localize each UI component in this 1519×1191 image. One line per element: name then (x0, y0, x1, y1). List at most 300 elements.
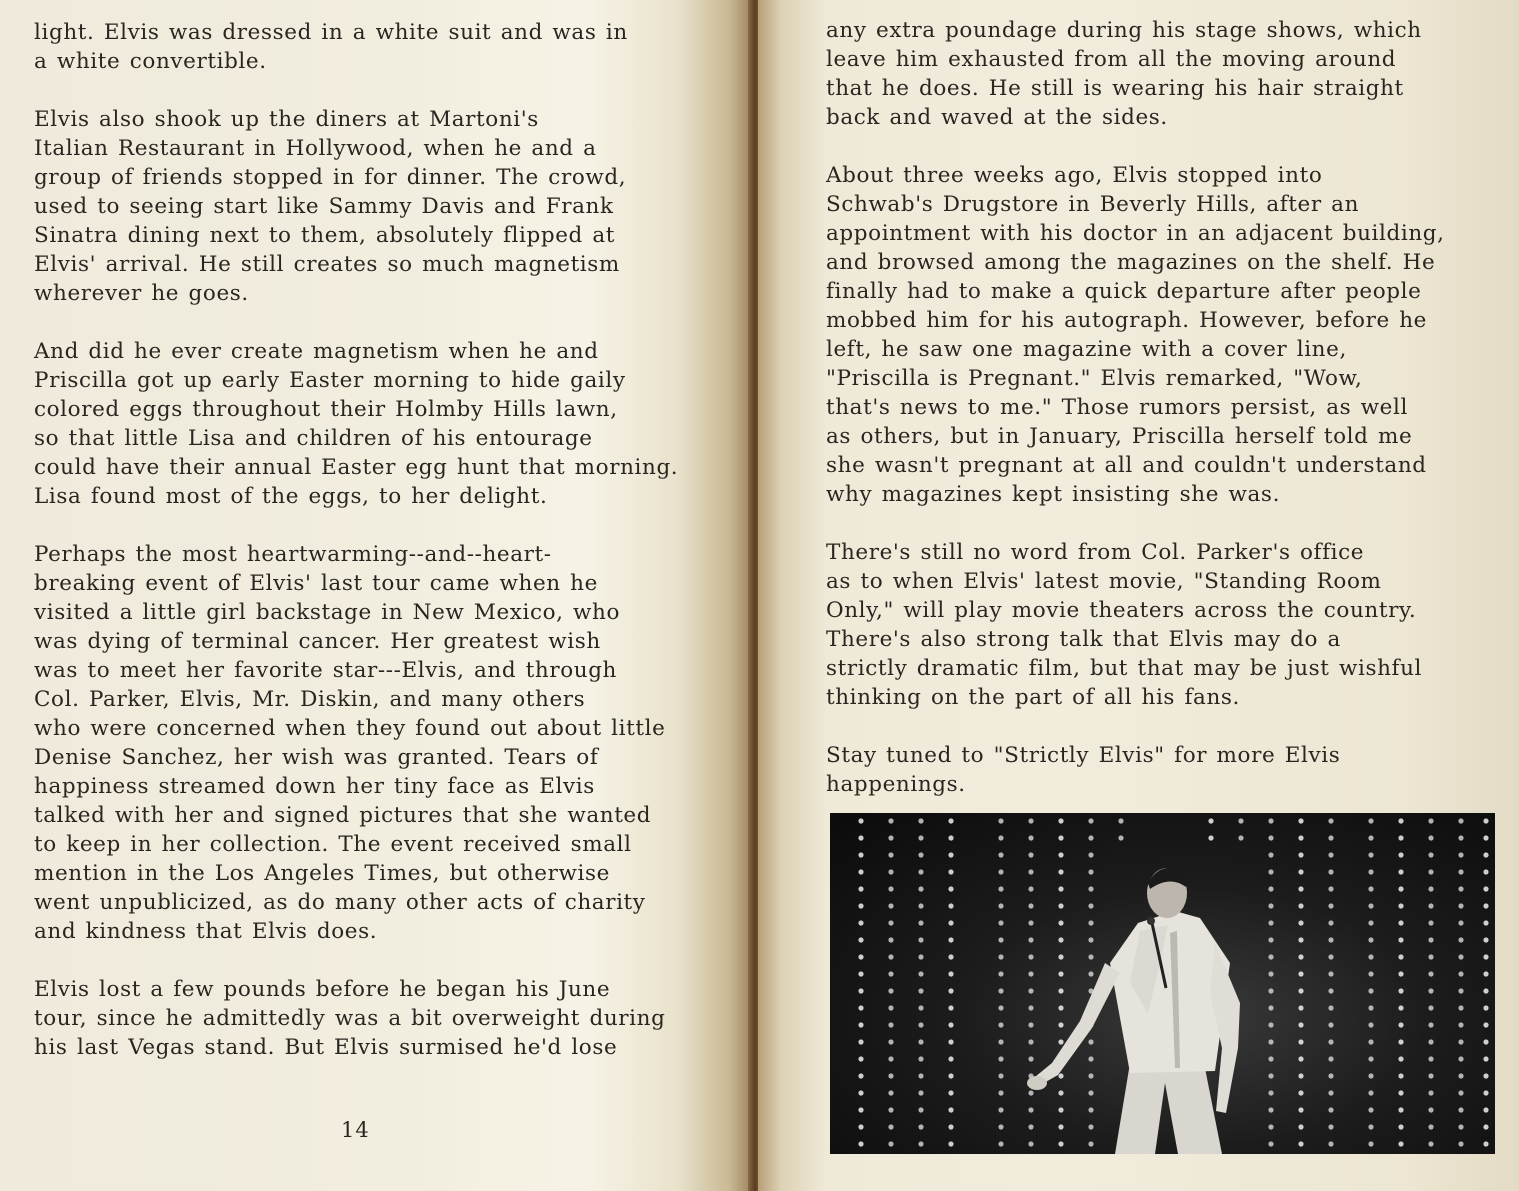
stage-light-dot (1328, 835, 1333, 840)
stage-light-dot (1028, 1056, 1033, 1061)
stage-light-dot (1298, 954, 1303, 959)
stage-light-dot (948, 1107, 953, 1112)
stage-light-dot (1268, 818, 1273, 823)
stage-light-dot (1483, 988, 1488, 993)
stage-light-dot (998, 920, 1003, 925)
stage-light-dot (1458, 920, 1463, 925)
stage-light-dot (1298, 1005, 1303, 1010)
stage-light-dot (1483, 920, 1488, 925)
performer-on-stage-photo (830, 813, 1495, 1154)
stage-light-dot (1398, 1090, 1403, 1095)
stage-light-dot (1368, 1022, 1373, 1027)
stage-light-dot (1268, 1022, 1273, 1027)
stage-light-dot (1458, 1005, 1463, 1010)
stage-light-dot (858, 835, 863, 840)
stage-light-dot (1298, 988, 1303, 993)
stage-light-dot (888, 1005, 893, 1010)
stage-light-dot (948, 1124, 953, 1129)
stage-light-dot (888, 937, 893, 942)
stage-light-dot (1398, 852, 1403, 857)
stage-light-dot (1368, 988, 1373, 993)
paragraph: Elvis lost a few pounds before he began his June tour, since he admittedly was a bit overweight during his last Vegas stand. But Elvis surmised he'd lose (34, 977, 666, 1060)
stage-light-dot (1398, 869, 1403, 874)
stage-light-dot (888, 1141, 893, 1146)
stage-light-dot (948, 1141, 953, 1146)
stage-light-dot (1428, 818, 1433, 823)
stage-light-dot (948, 903, 953, 908)
stage-light-dot (1428, 988, 1433, 993)
stage-light-dot (1058, 886, 1063, 891)
stage-light-dot (1428, 937, 1433, 942)
stage-light-dot (948, 920, 953, 925)
stage-light-dot (1368, 1141, 1373, 1146)
stage-light-dot (1238, 835, 1243, 840)
stage-light-dot (1428, 1039, 1433, 1044)
stage-light-dot (1428, 1141, 1433, 1146)
stage-light-dot (1428, 1107, 1433, 1112)
stage-light-dot (1298, 852, 1303, 857)
stage-light-dot (888, 869, 893, 874)
stage-light-dot (1058, 954, 1063, 959)
stage-light-dot (918, 920, 923, 925)
stage-light-dot (1028, 971, 1033, 976)
stage-light-dot (1428, 920, 1433, 925)
stage-light-dot (1368, 920, 1373, 925)
paragraph: And did he ever create magnetism when he and Priscilla got up early Easter morning to hide gaily colored eggs throughout their Holmby Hills lawn, so that little Lisa and children of his entourage could have their annual Easter egg hunt that morning. Lisa found most of the eggs, to her delight. (34, 339, 679, 509)
stage-light-dot (1028, 920, 1033, 925)
stage-light-dot (1298, 1022, 1303, 1027)
stage-light-dot (1458, 971, 1463, 976)
stage-light-dot (1428, 835, 1433, 840)
stage-light-dot (888, 903, 893, 908)
stage-light-dot (1368, 886, 1373, 891)
stage-light-dot (998, 1005, 1003, 1010)
stage-light-dot (1428, 954, 1433, 959)
stage-light-dot (1458, 1107, 1463, 1112)
stage-light-dot (998, 1090, 1003, 1095)
stage-light-dot (1368, 835, 1373, 840)
stage-light-dot (1298, 1039, 1303, 1044)
stage-light-dot (1483, 1022, 1488, 1027)
stage-light-dot (1368, 903, 1373, 908)
stage-light-dot (1458, 1056, 1463, 1061)
stage-light-dot (948, 1005, 953, 1010)
stage-light-dot (858, 920, 863, 925)
stage-light-dot (1088, 937, 1093, 942)
paragraph: Stay tuned to "Strictly Elvis" for more Elvis happenings. (826, 743, 1341, 797)
stage-light-dot (888, 1107, 893, 1112)
stage-light-dot (1458, 1124, 1463, 1129)
stage-light-dot (1088, 852, 1093, 857)
stage-light-dot (998, 869, 1003, 874)
stage-light-dot (1268, 852, 1273, 857)
stage-light-dot (1483, 954, 1488, 959)
stage-light-dot (1058, 818, 1063, 823)
stage-light-dot (1428, 886, 1433, 891)
stage-light-dot (1458, 954, 1463, 959)
stage-light-dot (1483, 1141, 1488, 1146)
stage-light-dot (1268, 1107, 1273, 1112)
stage-light-dot (918, 1141, 923, 1146)
stage-light-dot (918, 937, 923, 942)
stage-light-dot (1428, 869, 1433, 874)
stage-light-dot (1058, 971, 1063, 976)
stage-light-dot (1458, 1039, 1463, 1044)
stage-light-dot (1328, 852, 1333, 857)
stage-light-dot (1088, 886, 1093, 891)
stage-light-dot (858, 1056, 863, 1061)
stage-light-dot (1088, 954, 1093, 959)
stage-light-dot (1058, 1107, 1063, 1112)
stage-light-dot (858, 1141, 863, 1146)
stage-light-dot (1458, 937, 1463, 942)
stage-light-dot (1208, 818, 1213, 823)
stage-light-dot (1483, 1090, 1488, 1095)
stage-light-dot (998, 1056, 1003, 1061)
stage-light-dot (1458, 1022, 1463, 1027)
stage-light-dot (1328, 1056, 1333, 1061)
stage-light-dot (1298, 937, 1303, 942)
stage-light-dot (1398, 937, 1403, 942)
stage-light-dot (948, 937, 953, 942)
stage-light-dot (1483, 1039, 1488, 1044)
stage-light-dot (1458, 1090, 1463, 1095)
stage-light-dot (1028, 886, 1033, 891)
stage-light-dot (948, 1022, 953, 1027)
stage-light-dot (1398, 920, 1403, 925)
stage-light-dot (1428, 971, 1433, 976)
stage-light-dot (1058, 1141, 1063, 1146)
stage-light-dot (1428, 903, 1433, 908)
stage-light-dot (1458, 818, 1463, 823)
stage-light-dot (858, 1107, 863, 1112)
stage-light-dot (1058, 1022, 1063, 1027)
stage-light-dot (948, 954, 953, 959)
stage-light-dot (1398, 971, 1403, 976)
stage-light-dot (918, 1090, 923, 1095)
paragraph: Elvis also shook up the diners at Martoni's Italian Restaurant in Hollywood, when he and a group of friends stopped in for dinner. The crowd, used to seeing start like Sammy Davis and Frank Sinatra dining next to them, absolutely flipped at Elvis' arrival. He still creates so much magnetism wherever he goes. (34, 107, 627, 306)
stage-light-dot (1088, 1073, 1093, 1078)
stage-light-dot (1368, 1039, 1373, 1044)
stage-light-dot (1028, 835, 1033, 840)
stage-light-dot (1208, 835, 1213, 840)
stage-light-dot (1328, 903, 1333, 908)
stage-light-dot (998, 937, 1003, 942)
stage-light-dot (1368, 1124, 1373, 1129)
stage-light-dot (858, 886, 863, 891)
stage-light-dot (1268, 1073, 1273, 1078)
stage-light-dot (1428, 1005, 1433, 1010)
stage-light-dot (1298, 1090, 1303, 1095)
stage-light-dot (888, 954, 893, 959)
stage-light-dot (948, 852, 953, 857)
left-page-text (34, 18, 714, 1091)
stage-light-dot (1328, 920, 1333, 925)
stage-light-dot (998, 1073, 1003, 1078)
stage-light-dot (1058, 937, 1063, 942)
stage-light-dot (858, 1022, 863, 1027)
stage-light-dot (1298, 1073, 1303, 1078)
stage-light-dot (1368, 818, 1373, 823)
stage-light-dot (1483, 835, 1488, 840)
stage-light-dot (948, 988, 953, 993)
stage-light-dot (1028, 988, 1033, 993)
paragraph: any extra poundage during his stage shows, which leave him exhausted from all the moving around that he does. He still is wearing his hair straight back and waved at the sides. (826, 18, 1422, 130)
stage-light-dot (1328, 1073, 1333, 1078)
stage-light-dot (888, 835, 893, 840)
stage-light-dot (1268, 1005, 1273, 1010)
stage-light-dot (948, 835, 953, 840)
stage-light-dot (1268, 903, 1273, 908)
stage-light-dot (1268, 954, 1273, 959)
stage-light-dot (1483, 1107, 1488, 1112)
stage-light-dot (918, 835, 923, 840)
stage-light-dot (1268, 971, 1273, 976)
stage-light-dot (1458, 1073, 1463, 1078)
stage-light-dot (1398, 1056, 1403, 1061)
stage-light-dot (1368, 937, 1373, 942)
stage-light-dot (1268, 1124, 1273, 1129)
stage-light-dot (1298, 971, 1303, 976)
stage-light-dot (1058, 852, 1063, 857)
stage-light-dot (1458, 869, 1463, 874)
stage-light-dot (1368, 869, 1373, 874)
stage-light-dot (1483, 1056, 1488, 1061)
stage-light-dot (918, 971, 923, 976)
stage-light-dot (1268, 1141, 1273, 1146)
stage-light-dot (918, 1124, 923, 1129)
stage-light-dot (1298, 835, 1303, 840)
stage-light-dot (1088, 1039, 1093, 1044)
stage-light-dot (998, 1022, 1003, 1027)
stage-light-dot (888, 1022, 893, 1027)
stage-light-dot (1368, 1073, 1373, 1078)
stage-light-dot (1268, 1090, 1273, 1095)
stage-light-dot (888, 1090, 893, 1095)
stage-light-dot (1368, 1090, 1373, 1095)
stage-light-dot (998, 954, 1003, 959)
stage-light-dot (1088, 835, 1093, 840)
stage-light-dot (948, 1039, 953, 1044)
stage-light-dot (858, 1039, 863, 1044)
stage-light-dot (1088, 869, 1093, 874)
stage-light-dot (888, 818, 893, 823)
stage-light-dot (1118, 835, 1123, 840)
stage-light-dot (1483, 1005, 1488, 1010)
stage-light-dot (998, 971, 1003, 976)
stage-light-dot (858, 937, 863, 942)
stage-light-dot (888, 1039, 893, 1044)
stage-light-dot (1058, 1039, 1063, 1044)
stage-light-dot (998, 988, 1003, 993)
stage-light-dot (1483, 869, 1488, 874)
stage-light-dot (888, 852, 893, 857)
stage-light-dot (1028, 954, 1033, 959)
stage-light-dot (1088, 1141, 1093, 1146)
stage-light-dot (1088, 1090, 1093, 1095)
stage-light-dot (888, 886, 893, 891)
stage-light-dot (1088, 971, 1093, 976)
stage-light-dot (858, 971, 863, 976)
stage-light-dot (1028, 1090, 1033, 1095)
right-page-text (826, 16, 1494, 828)
stage-light-dot (1298, 869, 1303, 874)
stage-light-dot (1398, 954, 1403, 959)
stage-light-dot (1328, 869, 1333, 874)
stage-light-dot (918, 1005, 923, 1010)
stage-light-dot (1298, 1107, 1303, 1112)
stage-light-dot (1398, 886, 1403, 891)
stage-light-dot (918, 886, 923, 891)
stage-light-dot (1268, 1039, 1273, 1044)
stage-light-dot (1088, 1124, 1093, 1129)
left-page (0, 0, 752, 1191)
page-number: 14 (341, 1118, 370, 1142)
stage-light-dot (1088, 818, 1093, 823)
stage-light-dot (1398, 988, 1403, 993)
stage-light-dot (1428, 1073, 1433, 1078)
stage-light-dot (948, 1073, 953, 1078)
stage-light-dot (858, 852, 863, 857)
stage-light-dot (1298, 886, 1303, 891)
stage-light-dot (1368, 852, 1373, 857)
stage-light-dot (1088, 920, 1093, 925)
stage-light-dot (1428, 852, 1433, 857)
stage-light-dot (1328, 1090, 1333, 1095)
stage-light-dot (1368, 1056, 1373, 1061)
stage-light-dot (1328, 971, 1333, 976)
stage-light-dot (888, 920, 893, 925)
stage-light-dot (1398, 818, 1403, 823)
stage-light-dot (1028, 937, 1033, 942)
stage-light-dot (1028, 1022, 1033, 1027)
stage-light-dot (1268, 920, 1273, 925)
stage-light-dot (1368, 1005, 1373, 1010)
stage-light-dot (1058, 835, 1063, 840)
stage-light-dot (918, 1039, 923, 1044)
stage-light-dot (1398, 835, 1403, 840)
stage-light-dot (1428, 1124, 1433, 1129)
stage-light-dot (918, 903, 923, 908)
stage-light-dot (1118, 818, 1123, 823)
stage-light-dot (1328, 1124, 1333, 1129)
stage-light-dot (918, 1073, 923, 1078)
stage-light-dot (918, 1107, 923, 1112)
paragraph: About three weeks ago, Elvis stopped into Schwab's Drugstore in Beverly Hills, after an appointment with his doctor in an adjacent building, and browsed among the magazines on the shelf. He finally had to make a quick departure after people mobbed him for his autograph. However, before he left, he saw one magazine with a cover line, "Priscilla is Pregnant." Elvis remarked, "Wow, that's news to me." Those rumors persist, as well as others, but in January, Priscilla herself told me she wasn't pregnant at all and couldn't understand why magazines kept insisting she was. (826, 163, 1445, 507)
stage-light-dot (1028, 869, 1033, 874)
stage-light-dot (1298, 1141, 1303, 1146)
paragraph: light. Elvis was dressed in a white suit and was in a white convertible. (34, 20, 628, 74)
stage-light-dot (1428, 1056, 1433, 1061)
stage-light-dot (1028, 1141, 1033, 1146)
stage-light-dot (858, 869, 863, 874)
stage-light-dot (1398, 1005, 1403, 1010)
stage-light-dot (858, 954, 863, 959)
stage-light-dot (998, 1039, 1003, 1044)
stage-light-dot (858, 1090, 863, 1095)
stage-light-dot (888, 988, 893, 993)
stage-light-dot (1483, 971, 1488, 976)
stage-light-dot (888, 1124, 893, 1129)
stage-light-dot (1328, 886, 1333, 891)
stage-light-dot (998, 1124, 1003, 1129)
stage-light-dot (1398, 1141, 1403, 1146)
stage-light-dot (1238, 818, 1243, 823)
stage-light-dot (1268, 937, 1273, 942)
stage-light-dot (858, 1005, 863, 1010)
stage-light-dot (1268, 835, 1273, 840)
stage-light-dot (1398, 1022, 1403, 1027)
stage-light-dot (918, 1022, 923, 1027)
stage-light-dot (1483, 818, 1488, 823)
stage-light-dot (998, 886, 1003, 891)
stage-light-dot (998, 835, 1003, 840)
stage-light-dot (1328, 818, 1333, 823)
stage-light-dot (1368, 954, 1373, 959)
stage-light-dot (1328, 988, 1333, 993)
stage-light-dot (1058, 869, 1063, 874)
stage-light-dot (918, 954, 923, 959)
stage-light-dot (998, 852, 1003, 857)
stage-light-dot (858, 1073, 863, 1078)
stage-light-dot (918, 988, 923, 993)
stage-light-dot (1088, 1056, 1093, 1061)
stage-light-dot (1328, 1005, 1333, 1010)
stage-light-dot (1058, 903, 1063, 908)
stage-light-dot (858, 1124, 863, 1129)
stage-light-dot (1398, 1073, 1403, 1078)
stage-light-dot (1458, 852, 1463, 857)
paragraph: Perhaps the most heartwarming--and--heart- breaking event of Elvis' last tour came when he visited a little girl backstage in New Mexico, who was dying of terminal cancer. Her greatest wish was to meet her favorite star---Elvis, and through Col. Parker, Elvis, Mr. Diskin, and many others who were concerned when they found out about little Denise Sanchez, her wish was granted. Tears of happiness streamed down her tiny face as Elvis talked with her and signed pictures that she wanted to keep in her collection. The event received small mention in the Los Angeles Times, but otherwise went unpublicized, as do many other acts of charity and kindness that Elvis does. (34, 542, 666, 944)
stage-light-dot (1058, 920, 1063, 925)
stage-light-dot (888, 1073, 893, 1078)
stage-light-dot (1298, 1056, 1303, 1061)
stage-light-dot (948, 971, 953, 976)
stage-light-dot (1483, 886, 1488, 891)
stage-light-dot (1028, 818, 1033, 823)
stage-light-dot (918, 869, 923, 874)
stage-light-dot (1268, 1056, 1273, 1061)
stage-light-dot (1028, 903, 1033, 908)
stage-light-dot (1483, 1124, 1488, 1129)
stage-light-dot (1268, 886, 1273, 891)
stage-light-dot (998, 903, 1003, 908)
stage-light-dot (1428, 1022, 1433, 1027)
stage-light-dot (1328, 1107, 1333, 1112)
stage-light-dot (1298, 903, 1303, 908)
stage-light-dot (998, 818, 1003, 823)
stage-light-dot (1483, 852, 1488, 857)
stage-light-dot (1028, 1005, 1033, 1010)
stage-light-dot (1028, 852, 1033, 857)
stage-light-dot (1398, 903, 1403, 908)
stage-light-dot (1088, 1107, 1093, 1112)
stage-light-dot (948, 869, 953, 874)
stage-light-dot (1298, 818, 1303, 823)
stage-light-dot (1458, 886, 1463, 891)
stage-light-dot (1428, 1090, 1433, 1095)
stage-light-dot (1298, 1124, 1303, 1129)
stage-light-dot (948, 886, 953, 891)
stage-light-dot (1458, 1141, 1463, 1146)
stage-light-dot (1328, 937, 1333, 942)
stage-light-dot (1328, 1039, 1333, 1044)
stage-light-dot (918, 852, 923, 857)
stage-light-dot (1028, 1124, 1033, 1129)
stage-light-dot (1368, 1107, 1373, 1112)
stage-light-dot (1268, 988, 1273, 993)
stage-light-dot (948, 1090, 953, 1095)
